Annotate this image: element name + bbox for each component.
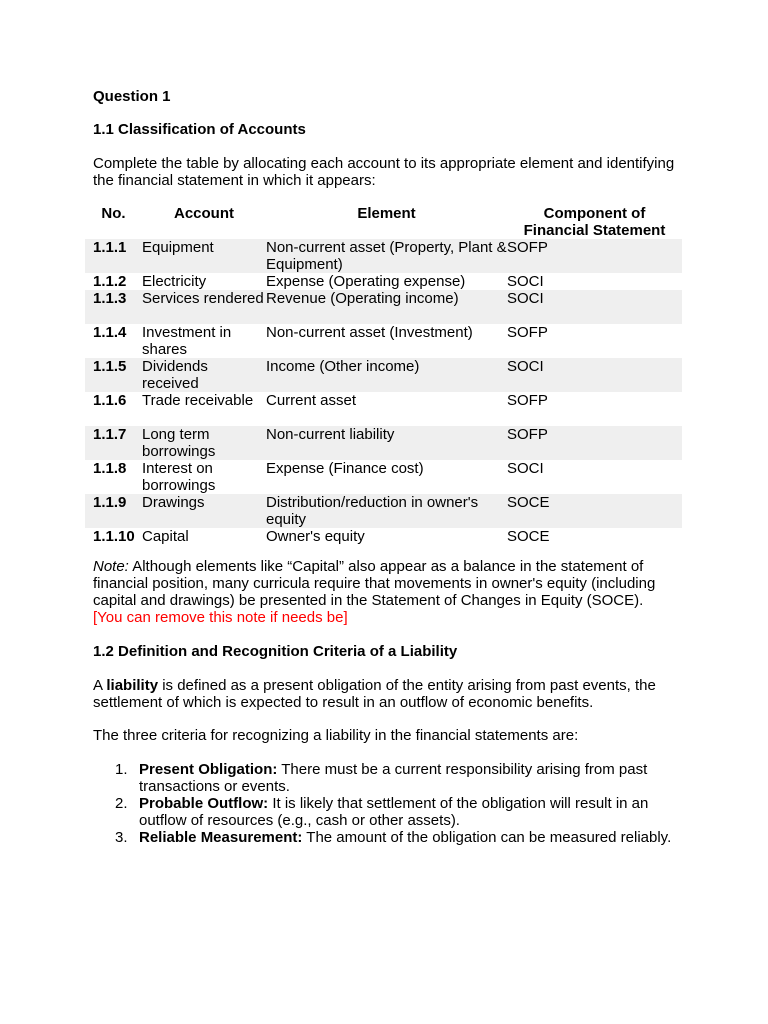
definition-prefix: A bbox=[93, 677, 107, 694]
criteria-intro: The three criteria for recognizing a liability in the financial statements are: bbox=[93, 727, 579, 744]
criterion-term: Reliable Measurement: bbox=[139, 829, 303, 846]
row-account: Capital bbox=[142, 528, 189, 545]
list-item bbox=[93, 795, 673, 829]
row-statement: SOCE bbox=[507, 494, 682, 528]
table-row bbox=[85, 494, 682, 528]
row-account: Dividends received bbox=[142, 358, 266, 392]
row-account: Long term borrowings bbox=[142, 426, 266, 460]
criterion-text: The amount of the obligation can be measured reliably. bbox=[302, 829, 672, 846]
row-element: Non-current asset (Property, Plant & Equipment) bbox=[266, 239, 507, 273]
row-account: Electricity bbox=[142, 273, 207, 290]
row-statement: SOFP bbox=[507, 324, 548, 341]
header-no: No. bbox=[101, 205, 126, 222]
row-element: Non-current asset (Investment) bbox=[266, 324, 473, 341]
row-no: 1.1.1 bbox=[85, 239, 142, 273]
row-no: 1.1.6 bbox=[93, 392, 127, 409]
row-element: Owner's equity bbox=[266, 528, 365, 545]
row-no: 1.1.5 bbox=[85, 358, 142, 392]
row-statement: SOCI bbox=[507, 460, 544, 477]
row-element: Expense (Finance cost) bbox=[266, 460, 424, 477]
row-account: Investment in shares bbox=[142, 324, 232, 358]
criterion-term: Probable Outflow: bbox=[139, 795, 269, 812]
criterion-text: There must be a current responsibility arising from past transactions or events. bbox=[139, 761, 648, 795]
row-account: Interest on borrowings bbox=[142, 460, 216, 494]
row-statement: SOCI bbox=[507, 358, 682, 392]
row-statement: SOFP bbox=[507, 426, 682, 460]
row-account: Drawings bbox=[142, 494, 266, 528]
header-component-line2: Financial Statement bbox=[523, 222, 666, 239]
criterion-term: Present Obligation: bbox=[139, 761, 278, 778]
row-element: Revenue (Operating income) bbox=[266, 290, 507, 324]
row-no: 1.1.4 bbox=[93, 324, 127, 341]
criterion-text: It is likely that settlement of the obligation will result in an outflow of resources (e.g., cash or other assets). bbox=[139, 795, 649, 829]
row-statement: SOCE bbox=[507, 528, 550, 545]
note-label: Note: bbox=[93, 558, 129, 575]
table-row bbox=[85, 324, 682, 358]
header-account: Account bbox=[174, 205, 234, 222]
table-note bbox=[93, 558, 693, 626]
list-item-number: 2. bbox=[115, 795, 128, 812]
section-heading-classification: 1.1 Classification of Accounts bbox=[93, 121, 306, 138]
table-instructions: Complete the table by allocating each account to its appropriate element and identifying the financial statement in which it appears: bbox=[93, 155, 675, 189]
row-account: Trade receivable bbox=[142, 392, 254, 409]
table-header-row bbox=[85, 205, 682, 239]
section-heading-liability: 1.2 Definition and Recognition Criteria of a Liability bbox=[93, 643, 458, 660]
list-item-number: 3. bbox=[115, 829, 128, 846]
list-item bbox=[93, 761, 673, 795]
criteria-list bbox=[93, 761, 673, 846]
definition-term: liability bbox=[106, 677, 159, 694]
table-row bbox=[85, 426, 682, 460]
row-statement: SOCI bbox=[507, 290, 682, 324]
note-text: Although elements like “Capital” also appear as a balance in the statement of financial position, many curricula require that movements in owner's equity (including capital and drawings) be presented in the Statement of Changes in Equity (SOCE). bbox=[93, 558, 656, 609]
header-component bbox=[507, 205, 682, 239]
row-statement: SOFP bbox=[507, 392, 548, 409]
row-element: Non-current liability bbox=[266, 426, 507, 460]
note-remove-hint: [You can remove this note if needs be] bbox=[93, 609, 348, 626]
table-row bbox=[85, 273, 682, 290]
table-row bbox=[85, 239, 682, 273]
row-element: Current asset bbox=[266, 392, 357, 409]
row-no: 1.1.10 bbox=[93, 528, 135, 545]
row-no: 1.1.9 bbox=[85, 494, 142, 528]
table-row bbox=[85, 290, 682, 324]
row-account: Equipment bbox=[142, 239, 266, 273]
row-no: 1.1.3 bbox=[85, 290, 142, 324]
table-row bbox=[85, 460, 682, 494]
list-item-number: 1. bbox=[115, 761, 128, 778]
question-title: Question 1 bbox=[93, 88, 171, 105]
row-statement: SOCI bbox=[507, 273, 544, 290]
row-element: Income (Other income) bbox=[266, 358, 507, 392]
list-item bbox=[93, 829, 673, 846]
row-account: Services rendered bbox=[142, 290, 266, 324]
row-no: 1.1.7 bbox=[85, 426, 142, 460]
row-no: 1.1.2 bbox=[93, 273, 127, 290]
row-no: 1.1.8 bbox=[93, 460, 127, 477]
classification-table bbox=[85, 205, 682, 545]
row-element: Expense (Operating expense) bbox=[266, 273, 466, 290]
liability-definition bbox=[93, 677, 693, 711]
header-element: Element bbox=[357, 205, 416, 222]
definition-text: is defined as a present obligation of the entity arising from past events, the settlement of which is expected to result in an outflow of economic benefits. bbox=[93, 677, 656, 711]
table-row bbox=[85, 392, 682, 426]
table-row bbox=[85, 528, 682, 545]
row-element: Distribution/reduction in owner's equity bbox=[266, 494, 507, 528]
table-row bbox=[85, 358, 682, 392]
row-statement: SOFP bbox=[507, 239, 682, 273]
header-component-line1: Component of bbox=[543, 205, 646, 222]
